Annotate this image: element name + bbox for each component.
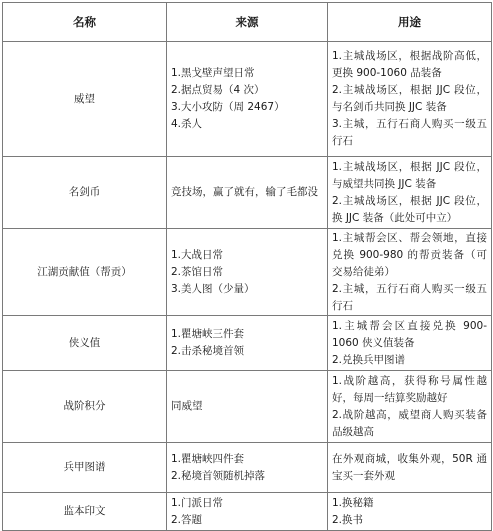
row-source	[167, 157, 328, 229]
row-use	[328, 42, 492, 157]
row-use	[328, 443, 492, 493]
source-item: 4.杀人	[171, 118, 203, 130]
use-item: 2.换书	[332, 513, 364, 526]
row-name: 监本印文	[3, 493, 167, 531]
header-name: 名称	[3, 3, 167, 42]
table-row	[3, 443, 492, 493]
use-item: 2.兑换兵甲图谱	[332, 353, 406, 366]
use-item: 1.主城帮会区直接兑换 900-1060 侠义值装备	[332, 319, 487, 349]
row-source	[167, 493, 328, 531]
row-use	[328, 229, 492, 316]
use-item: 1.主城战场区，根据战阶高低，更换 900-1060 品装备	[332, 50, 487, 79]
source-item: 2.据点贸易（4 次）	[171, 84, 265, 96]
table-row	[3, 371, 492, 443]
row-name: 名剑币	[3, 157, 167, 229]
table-row	[3, 157, 492, 229]
currency-table	[2, 2, 492, 531]
header-source: 来源	[167, 3, 328, 42]
row-name: 兵甲图谱	[3, 443, 167, 493]
table-row	[3, 493, 492, 531]
header-row	[3, 3, 492, 42]
row-use	[328, 371, 492, 443]
source-item: 3.美人图（少量）	[171, 282, 255, 295]
row-use	[328, 493, 492, 531]
row-name: 侠义值	[3, 316, 167, 371]
use-item: 1.主城战场区，根据 JJC 段位，与威望共同换 JJC 装备	[332, 160, 487, 190]
table-row	[3, 316, 492, 371]
row-source	[167, 42, 328, 157]
source-item: 1.门派日常	[171, 496, 224, 509]
use-item: 3.主城，五行石商人购买一级五行石	[332, 118, 487, 147]
source-item: 3.大小攻防（周 2467）	[171, 101, 285, 113]
row-name: 战阶积分	[3, 371, 167, 443]
use-item: 1.战阶越高，获得称号属性越好，每周一结算奖励越好	[332, 374, 487, 404]
source-item: 1.瞿塘峡四件套	[171, 452, 245, 465]
use-item: 2.战阶越高，威望商人购买装备品级越高	[332, 408, 487, 438]
header-use: 用途	[328, 3, 492, 42]
row-source	[167, 316, 328, 371]
use-item: 1.换秘籍	[332, 496, 374, 509]
source-item: 竞技场，赢了就有，输了毛都没	[171, 186, 318, 198]
row-source	[167, 443, 328, 493]
source-item: 2.答题	[171, 513, 203, 526]
use-item: 2.主城，五行石商人购买一级五行石	[332, 282, 487, 312]
source-item: 2.茶馆日常	[171, 265, 224, 278]
row-use	[328, 316, 492, 371]
use-item: 1.主城帮会区、帮会领地，直接兑换 900-980 的帮贡装备（可交易给徒弟）	[332, 231, 487, 278]
source-item: 2.秘境首领随机掉落	[171, 469, 266, 482]
row-name: 威望	[3, 42, 167, 157]
source-item: 1.黑戈壁声望日常	[171, 67, 255, 79]
row-source	[167, 229, 328, 316]
use-item: 在外观商城，收集外观，50R 通宝买一套外观	[332, 452, 487, 482]
row-name: 江湖贡献值（帮贡）	[3, 229, 167, 316]
source-item: 1.大战日常	[171, 248, 224, 261]
source-item: 同威望	[171, 400, 203, 412]
use-item: 2.主城战场区，根据 JJC 段位，换 JJC 装备（此处可中立）	[332, 194, 487, 224]
use-item: 2.主城战场区，根据 JJC 段位，与名剑币共同换 JJC 装备	[332, 84, 487, 113]
table-row	[3, 42, 492, 157]
row-use	[328, 157, 492, 229]
source-item: 2.击杀秘境首领	[171, 345, 245, 357]
row-source	[167, 371, 328, 443]
source-item: 1.瞿塘峡三件套	[171, 328, 245, 340]
table-row	[3, 229, 492, 316]
